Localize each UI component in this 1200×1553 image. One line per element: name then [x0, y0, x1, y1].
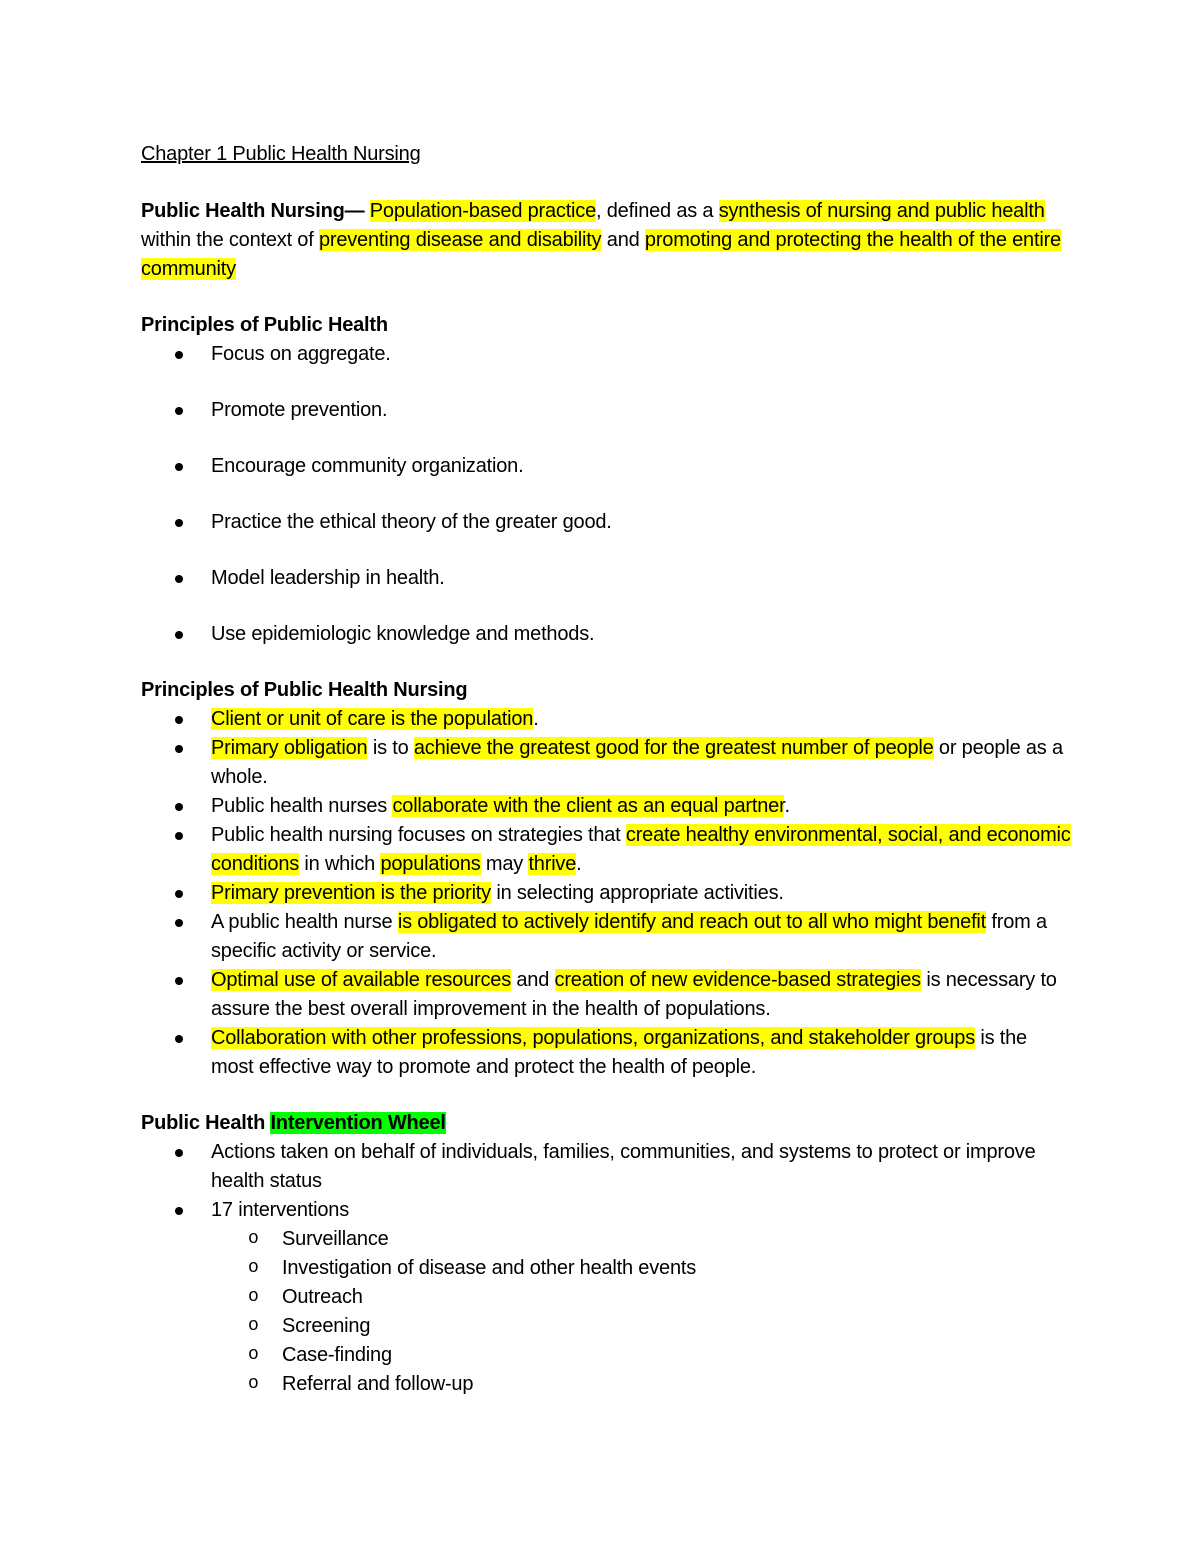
- definition-text: , defined as a: [596, 200, 719, 222]
- sub-list-item: o Outreach: [211, 1283, 1071, 1312]
- highlight-text: promoting and protecting the health of the entire community: [141, 229, 1061, 280]
- section-heading-principles-public-health: Principles of Public Health: [141, 314, 388, 336]
- heading-text: Public Health: [141, 1112, 271, 1134]
- list-item: [141, 792, 1071, 821]
- page-title: Chapter 1 Public Health Nursing: [141, 143, 421, 165]
- document-page: [141, 140, 1071, 1399]
- list-item: Promote prevention.: [141, 396, 1071, 425]
- list-item-text: A public health nurse: [211, 911, 398, 933]
- principles-public-health-list: [141, 340, 1071, 649]
- list-item-text: .: [576, 853, 582, 875]
- definition-paragraph: [141, 197, 1071, 284]
- definition-term: Public Health Nursing—: [141, 200, 370, 222]
- list-item: [141, 734, 1071, 792]
- highlight-text: synthesis of nursing and public health: [718, 200, 1045, 222]
- list-item: [141, 879, 1071, 908]
- section-heading-intervention-wheel: [141, 1109, 1071, 1138]
- list-item-text: .: [784, 795, 790, 817]
- highlight-text: is obligated to actively identify and reach out to all who might benefit: [397, 911, 987, 933]
- list-item: [141, 1024, 1071, 1082]
- list-item: Practice the ethical theory of the greater good.: [141, 508, 1071, 537]
- highlight-text: Primary prevention is the priority: [211, 882, 491, 904]
- list-item: Encourage community organization.: [141, 452, 1071, 481]
- definition-text: and: [601, 229, 645, 251]
- list-item-text: may: [480, 853, 529, 875]
- list-item-text: Public health nursing focuses on strategies that: [211, 824, 626, 846]
- highlight-text: creation of new evidence-based strategies: [554, 969, 921, 991]
- list-item-text: from a specific activity or service.: [211, 911, 1047, 962]
- list-item-text: or people as a whole.: [211, 737, 1063, 788]
- highlight-text: thrive: [528, 853, 577, 875]
- list-item: [141, 705, 1071, 734]
- highlight-text: Client or unit of care is the population: [211, 708, 534, 730]
- intervention-wheel-list: [141, 1138, 1071, 1399]
- highlight-text: populations: [380, 853, 481, 875]
- section-heading-principles-phn: Principles of Public Health Nursing: [141, 679, 468, 701]
- highlight-text-green: Intervention Wheel: [270, 1112, 446, 1134]
- highlight-text: collaborate with the client as an equal partner: [392, 795, 785, 817]
- list-item-text: .: [533, 708, 539, 730]
- sub-list-item: o Referral and follow-up: [211, 1370, 1071, 1399]
- sub-list-item: o Case-finding: [211, 1341, 1071, 1370]
- highlight-text: preventing disease and disability: [318, 229, 602, 251]
- list-item-text: in selecting appropriate activities.: [490, 882, 784, 904]
- list-item-text: 17 interventions: [211, 1199, 350, 1221]
- list-item: [141, 1196, 1071, 1399]
- highlight-text: Optimal use of available resources: [211, 969, 512, 991]
- sub-list-item: o Screening: [211, 1312, 1071, 1341]
- principles-phn-list: [141, 705, 1071, 1082]
- sub-list-item: o Investigation of disease and other health events: [211, 1254, 1071, 1283]
- list-item-text: in which: [299, 853, 381, 875]
- sub-list-wrapper: [141, 1225, 1071, 1399]
- list-item-text: is necessary to assure the best overall improvement in the health of populations.: [211, 969, 1057, 1020]
- list-item: Focus on aggregate.: [141, 340, 1071, 369]
- list-item: Model leadership in health.: [141, 564, 1071, 593]
- list-item-text: Public health nurses: [211, 795, 393, 817]
- list-item: [141, 908, 1071, 966]
- list-item-text: is to: [367, 737, 414, 759]
- list-item: [141, 966, 1071, 1024]
- highlight-text: achieve the greatest good for the greatest number of people: [413, 737, 934, 759]
- list-item-text: and: [511, 969, 555, 991]
- highlight-text: Population-based practice: [369, 200, 597, 222]
- highlight-text: Collaboration with other professions, populations, organizations, and stakeholder groups: [211, 1027, 975, 1049]
- definition-text: within the context of: [141, 229, 319, 251]
- list-item-text: is the most effective way to promote and protect the health of people.: [211, 1027, 1027, 1078]
- interventions-sub-list: [211, 1225, 1071, 1399]
- sub-list-item: o Surveillance: [211, 1225, 1071, 1254]
- list-item: [141, 821, 1071, 879]
- highlight-text: create healthy environmental, social, and economic conditions: [211, 824, 1071, 875]
- list-item: Actions taken on behalf of individuals, families, communities, and systems to protect or improve health status: [141, 1138, 1071, 1196]
- highlight-text: Primary obligation: [211, 737, 368, 759]
- list-item: Use epidemiologic knowledge and methods.: [141, 620, 1071, 649]
